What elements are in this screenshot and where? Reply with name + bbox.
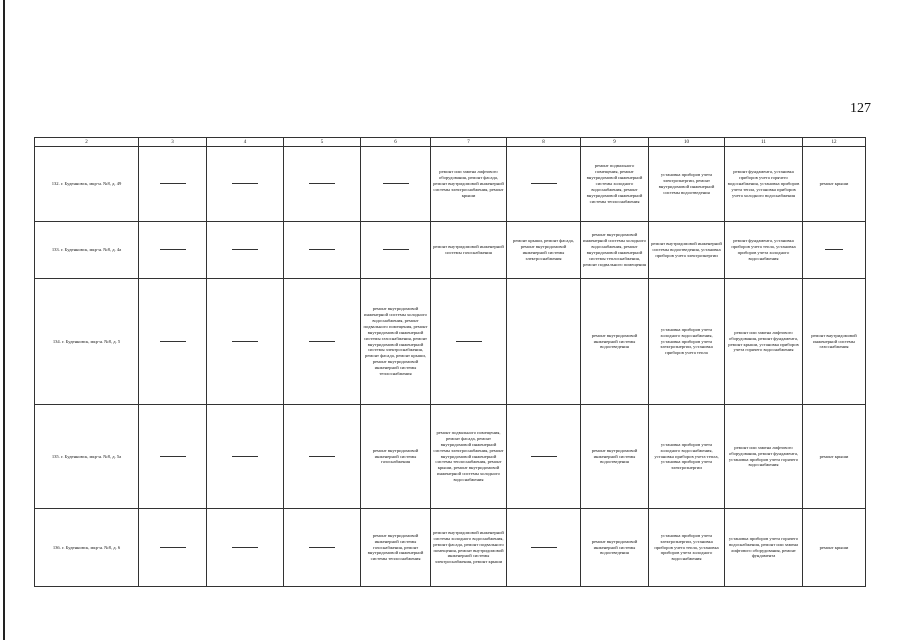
- address-text: г. Буденновск, мкр-н. №8, д. 6: [62, 544, 121, 550]
- col-number-7: 7: [431, 138, 507, 147]
- empty-cell: [139, 147, 207, 222]
- work-cell: ремонт внутридомовой инженерной системы водоотведения: [581, 509, 649, 587]
- page-edge-line: [3, 0, 5, 640]
- col-number-2: 2: [35, 138, 139, 147]
- work-cell: установка приборов учета холодного водоснабжения, установка приборов учета тепла, установка приборов учета электроэнергии: [649, 405, 725, 509]
- dash-mark: [232, 341, 258, 342]
- address-cell: [35, 279, 139, 405]
- work-cell: ремонт внутридомовой инженерной системы газоснабжения: [431, 222, 507, 279]
- col-number-5: 5: [284, 138, 361, 147]
- empty-cell: [507, 147, 581, 222]
- empty-cell: [139, 222, 207, 279]
- dash-mark: [160, 183, 186, 184]
- col-number-8: 8: [507, 138, 581, 147]
- address-text: г. Буденновск, мкр-н. №8, д. 4а: [61, 247, 122, 253]
- repair-schedule-table: [34, 137, 866, 587]
- dash-mark: [531, 183, 557, 184]
- dash-mark: [309, 249, 335, 250]
- work-cell: ремонт крыши: [803, 509, 866, 587]
- dash-mark: [232, 183, 258, 184]
- work-cell: ремонт фундамента, установка приборов учета горячего водоснабжения, установка приборов учета тепла, установка приборов учета холодного водоснабжения: [725, 147, 803, 222]
- row-number: 133.: [51, 247, 60, 253]
- empty-cell: [284, 222, 361, 279]
- work-cell: ремонт внутридомовой инженерной системы холодного водоснабжения, ремонт подвального помещения, ремонт внутридомовой инженерной системы газоснабжения, ремонт внутридомовой инженерной системы электроснабжения, ремонт фасада, ремонт крыши, ремонт внутридомовой инженерной системы теплоснабжения: [361, 279, 431, 405]
- address-cell: [35, 509, 139, 587]
- table-row: [35, 405, 866, 509]
- page-number: 127: [850, 101, 871, 116]
- row-number: 134.: [52, 338, 61, 344]
- work-cell: ремонт крыши, ремонт фасада, ремонт внутридомовой инженерной системы электроснабжения: [507, 222, 581, 279]
- column-number-row: [35, 138, 866, 147]
- empty-cell: [361, 147, 431, 222]
- dash-mark: [825, 249, 843, 250]
- dash-mark: [309, 183, 335, 184]
- empty-cell: [803, 222, 866, 279]
- work-cell: ремонт внутридомовой инженерной системы холодного водоснабжения, ремонт внутридомовой инженерной системы теплоснабжения, ремонт подвального помещения: [581, 222, 649, 279]
- work-cell: ремонт крыши: [803, 147, 866, 222]
- work-cell: ремонт подвального помещения, ремонт внутридомовой инженерной системы холодного водоснабжения, ремонт внутридомовой инженерной системы теплоснабжения: [581, 147, 649, 222]
- address-text: г. Буденновск, мкр-н. №8, д. 5: [62, 338, 121, 344]
- empty-cell: [361, 222, 431, 279]
- dash-mark: [383, 183, 409, 184]
- empty-cell: [284, 405, 361, 509]
- table-row: [35, 279, 866, 405]
- empty-cell: [284, 279, 361, 405]
- empty-cell: [207, 509, 284, 587]
- empty-cell: [507, 405, 581, 509]
- work-cell: ремонт внутридомовой инженерной системы газоснабжения, ремонт внутридомовой инженерной системы теплоснабжения: [361, 509, 431, 587]
- empty-cell: [139, 405, 207, 509]
- work-cell: ремонт фундамента, установка приборов учета тепла, установка приборов учета холодного водоснабжения: [725, 222, 803, 279]
- empty-cell: [284, 509, 361, 587]
- dash-mark: [309, 456, 335, 457]
- empty-cell: [139, 279, 207, 405]
- empty-cell: [507, 509, 581, 587]
- empty-cell: [207, 279, 284, 405]
- col-number-6: 6: [361, 138, 431, 147]
- table-row: [35, 509, 866, 587]
- row-number: 132.: [51, 181, 60, 187]
- work-cell: установка приборов учета электроэнергии, ремонт внутридомовой инженерной системы водоотведения: [649, 147, 725, 222]
- col-number-12: 12: [803, 138, 866, 147]
- empty-cell: [507, 279, 581, 405]
- work-cell: ремонт подвального помещения, ремонт фасада, ремонт внутридомовой инженерной системы электроснабжения, ремонт внутридомовой инженерной системы теплоснабжения, ремонт крыши, ремонт внутридомовой инженерной системы холодного водоснабжения: [431, 405, 507, 509]
- dash-mark: [232, 249, 258, 250]
- table-row: [35, 222, 866, 279]
- work-cell: ремонт или замена лифтового оборудования, ремонт фундамента, ремонт крыши, установка приборов учета горячего водоснабжения: [725, 279, 803, 405]
- address-cell: [35, 405, 139, 509]
- empty-cell: [431, 279, 507, 405]
- empty-cell: [139, 509, 207, 587]
- work-cell: ремонт внутридомовой инженерной системы водоотведения: [581, 405, 649, 509]
- dash-mark: [383, 249, 409, 250]
- work-cell: ремонт внутридомовой инженерной системы газоснабжения: [361, 405, 431, 509]
- work-cell: ремонт крыши: [803, 405, 866, 509]
- work-cell: ремонт или замена лифтового оборудования, ремонт фундамента, установка приборов учета горячего водоснабжения: [725, 405, 803, 509]
- col-number-11: 11: [725, 138, 803, 147]
- work-cell: ремонт или замена лифтового оборудования, ремонт фасада, ремонт внутридомовой инженерной системы электроснабжения, ремонт крыши: [431, 147, 507, 222]
- col-number-10: 10: [649, 138, 725, 147]
- address-text: г. Буденновск, мкр-н. №8, д. 49: [60, 181, 122, 187]
- dash-mark: [160, 249, 186, 250]
- table-row: [35, 147, 866, 222]
- work-cell: установка приборов учета электроэнергии, установка приборов учета тепла, установка приборов учета холодного водоснабжения: [649, 509, 725, 587]
- dash-mark: [531, 456, 557, 457]
- empty-cell: [207, 222, 284, 279]
- address-cell: [35, 222, 139, 279]
- row-number: 135.: [51, 453, 60, 459]
- work-cell: установка приборов учета холодного водоснабжения, установка приборов учета электроэнергии, установка приборов учета тепла: [649, 279, 725, 405]
- dash-mark: [160, 341, 186, 342]
- work-cell: ремонт внутридомовой инженерной системы холодного водоснабжения, ремонт фасада, ремонт подвального помещения, ремонт внутридомовой инженерной системы электроснабжения, ремонт крыши: [431, 509, 507, 587]
- dash-mark: [531, 547, 557, 548]
- dash-mark: [309, 341, 335, 342]
- work-cell: ремонт внутридомовой инженерной системы водоотведения, установка приборов учета электроэнергии: [649, 222, 725, 279]
- work-cell: установка приборов учета горячего водоснабжения, ремонт или замена лифтового оборудования, ремонт фундамента: [725, 509, 803, 587]
- work-cell: ремонт внутридомовой инженерной системы газоснабжения: [803, 279, 866, 405]
- dash-mark: [232, 547, 258, 548]
- dash-mark: [160, 456, 186, 457]
- col-number-4: 4: [207, 138, 284, 147]
- dash-mark: [309, 547, 335, 548]
- col-number-3: 3: [139, 138, 207, 147]
- col-number-9: 9: [581, 138, 649, 147]
- dash-mark: [232, 456, 258, 457]
- address-cell: [35, 147, 139, 222]
- row-number: 136.: [52, 544, 61, 550]
- dash-mark: [456, 341, 482, 342]
- empty-cell: [207, 147, 284, 222]
- work-cell: ремонт внутридомовой инженерной системы водоотведения: [581, 279, 649, 405]
- dash-mark: [160, 547, 186, 548]
- empty-cell: [284, 147, 361, 222]
- empty-cell: [207, 405, 284, 509]
- address-text: г. Буденновск, мкр-н. №8, д. 5а: [61, 453, 122, 459]
